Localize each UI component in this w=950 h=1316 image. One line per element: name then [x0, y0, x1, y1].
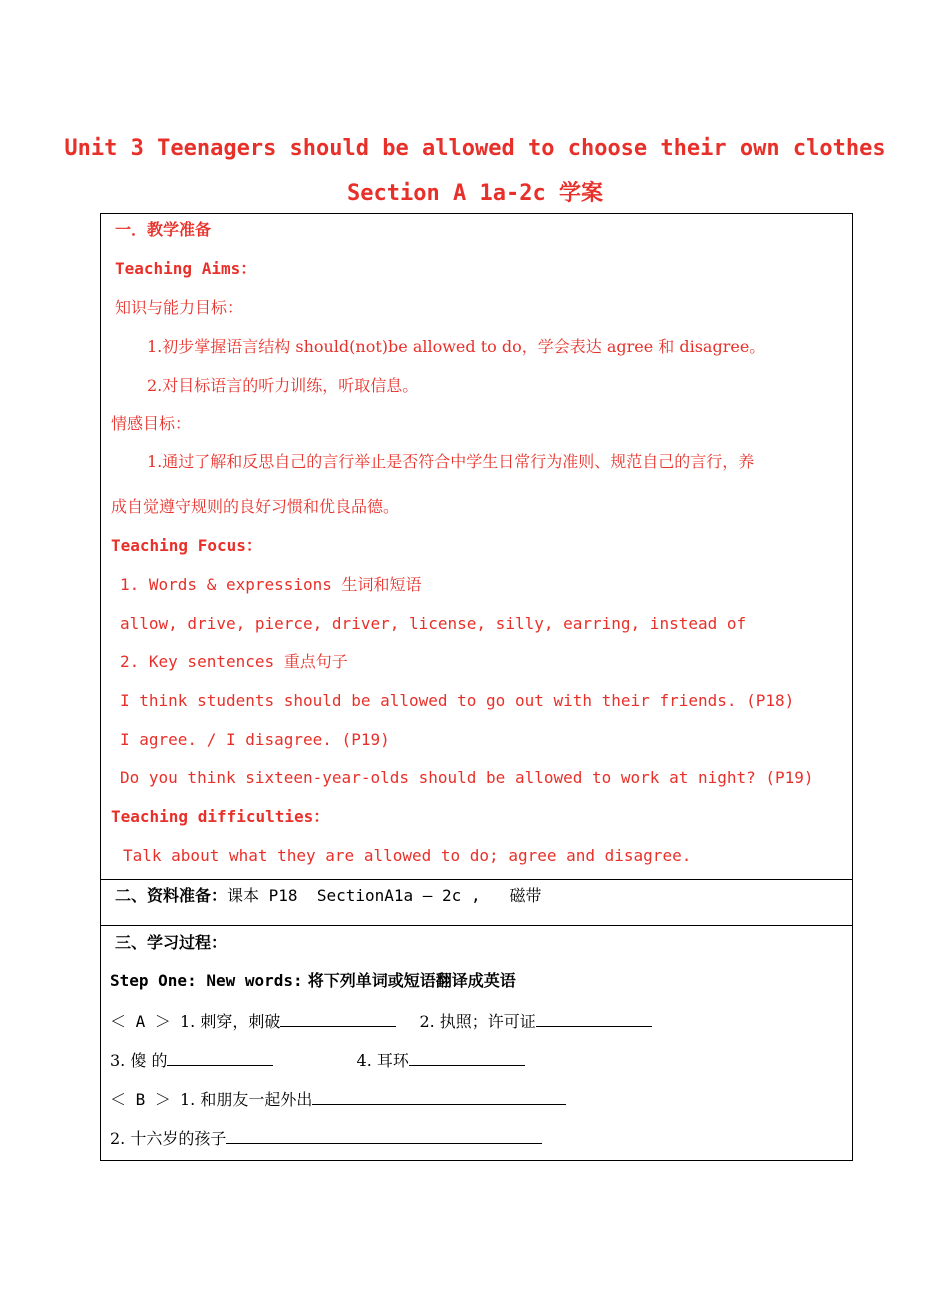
answer-blank-a2[interactable]	[536, 1010, 652, 1027]
teaching-difficulties-text: Talk about what they are allowed to do; agree and disagree.	[123, 846, 692, 865]
group-b-row1	[110, 1088, 566, 1110]
word-item-a4: 4. 耳环	[356, 1051, 409, 1070]
emotion-item-line2: 成自觉遵守规则的良好习惯和优良品德。	[111, 497, 400, 516]
teaching-difficulties-label: Teaching difficulties：	[111, 807, 330, 826]
word-item-b2: 2. 十六岁的孩子	[110, 1129, 227, 1148]
answer-blank-a1[interactable]	[280, 1010, 396, 1027]
knowledge-item-2: 2.对目标语言的听力训练，听取信息。	[147, 376, 419, 395]
answer-blank-b1[interactable]	[312, 1088, 566, 1105]
materials-text: 课本 P18 SectionA1a – 2c , 磁带	[227, 886, 542, 905]
answer-blank-a3[interactable]	[167, 1049, 273, 1066]
step-one-row	[110, 971, 516, 991]
section1-heading: 一．教学准备	[115, 220, 212, 239]
knowledge-aims-label: 知识与能力目标：	[115, 298, 244, 317]
table-divider-1	[101, 879, 852, 880]
focus-sentences-title: 2. Key sentences 重点句子	[120, 652, 348, 671]
group-b-row2	[110, 1127, 542, 1149]
group-a-row1	[110, 1010, 652, 1032]
word-item-a1: 1. 刺穿，刺破	[180, 1012, 281, 1031]
document-title-line2: Section A 1a-2c 学案	[347, 181, 603, 206]
group-a-label: ＜ A ＞	[110, 1012, 171, 1031]
step-one-label: Step One: New words:	[110, 971, 303, 990]
answer-blank-b2[interactable]	[226, 1127, 542, 1144]
section3-heading: 三、学习过程：	[115, 933, 228, 952]
group-a-row2	[110, 1049, 525, 1071]
teaching-focus-label: Teaching Focus：	[111, 536, 262, 555]
focus-words-list: allow, drive, pierce, driver, license, silly, earring, instead of	[120, 614, 747, 633]
key-sentence-1: I think students should be allowed to go out with their friends. (P18)	[120, 691, 795, 710]
knowledge-item-1: 1.初步掌握语言结构 should(not)be allowed to do，学会表达 agree 和 disagree。	[147, 337, 766, 356]
key-sentence-2: I agree. / I disagree. (P19)	[120, 730, 390, 749]
group-b-label: ＜ B ＞	[110, 1090, 171, 1109]
teaching-aims-label: Teaching Aims：	[115, 259, 257, 278]
document-title-line1: Unit 3 Teenagers should be allowed to choose their own clothes	[64, 136, 886, 161]
emotion-aims-label: 情感目标：	[111, 414, 192, 433]
word-item-a3: 3. 傻 的	[110, 1051, 168, 1070]
section2-heading: 二、资料准备：	[115, 886, 228, 905]
lesson-plan-table	[100, 213, 853, 1161]
table-divider-2	[101, 925, 852, 926]
key-sentence-3: Do you think sixteen-year-olds should be allowed to work at night? (P19)	[120, 768, 814, 787]
answer-blank-a4[interactable]	[409, 1049, 525, 1066]
word-item-a2: 2. 执照；许可证	[419, 1012, 536, 1031]
emotion-item-line1: 1.通过了解和反思自己的言行举止是否符合中学生日常行为准则、规范自己的言行，养	[147, 452, 755, 471]
focus-words-title: 1. Words & expressions 生词和短语	[120, 575, 422, 594]
materials-row	[115, 886, 541, 906]
step-one-instruction: 将下列单词或短语翻译成英语	[307, 971, 516, 990]
word-item-b1: 1. 和朋友一起外出	[180, 1090, 313, 1109]
